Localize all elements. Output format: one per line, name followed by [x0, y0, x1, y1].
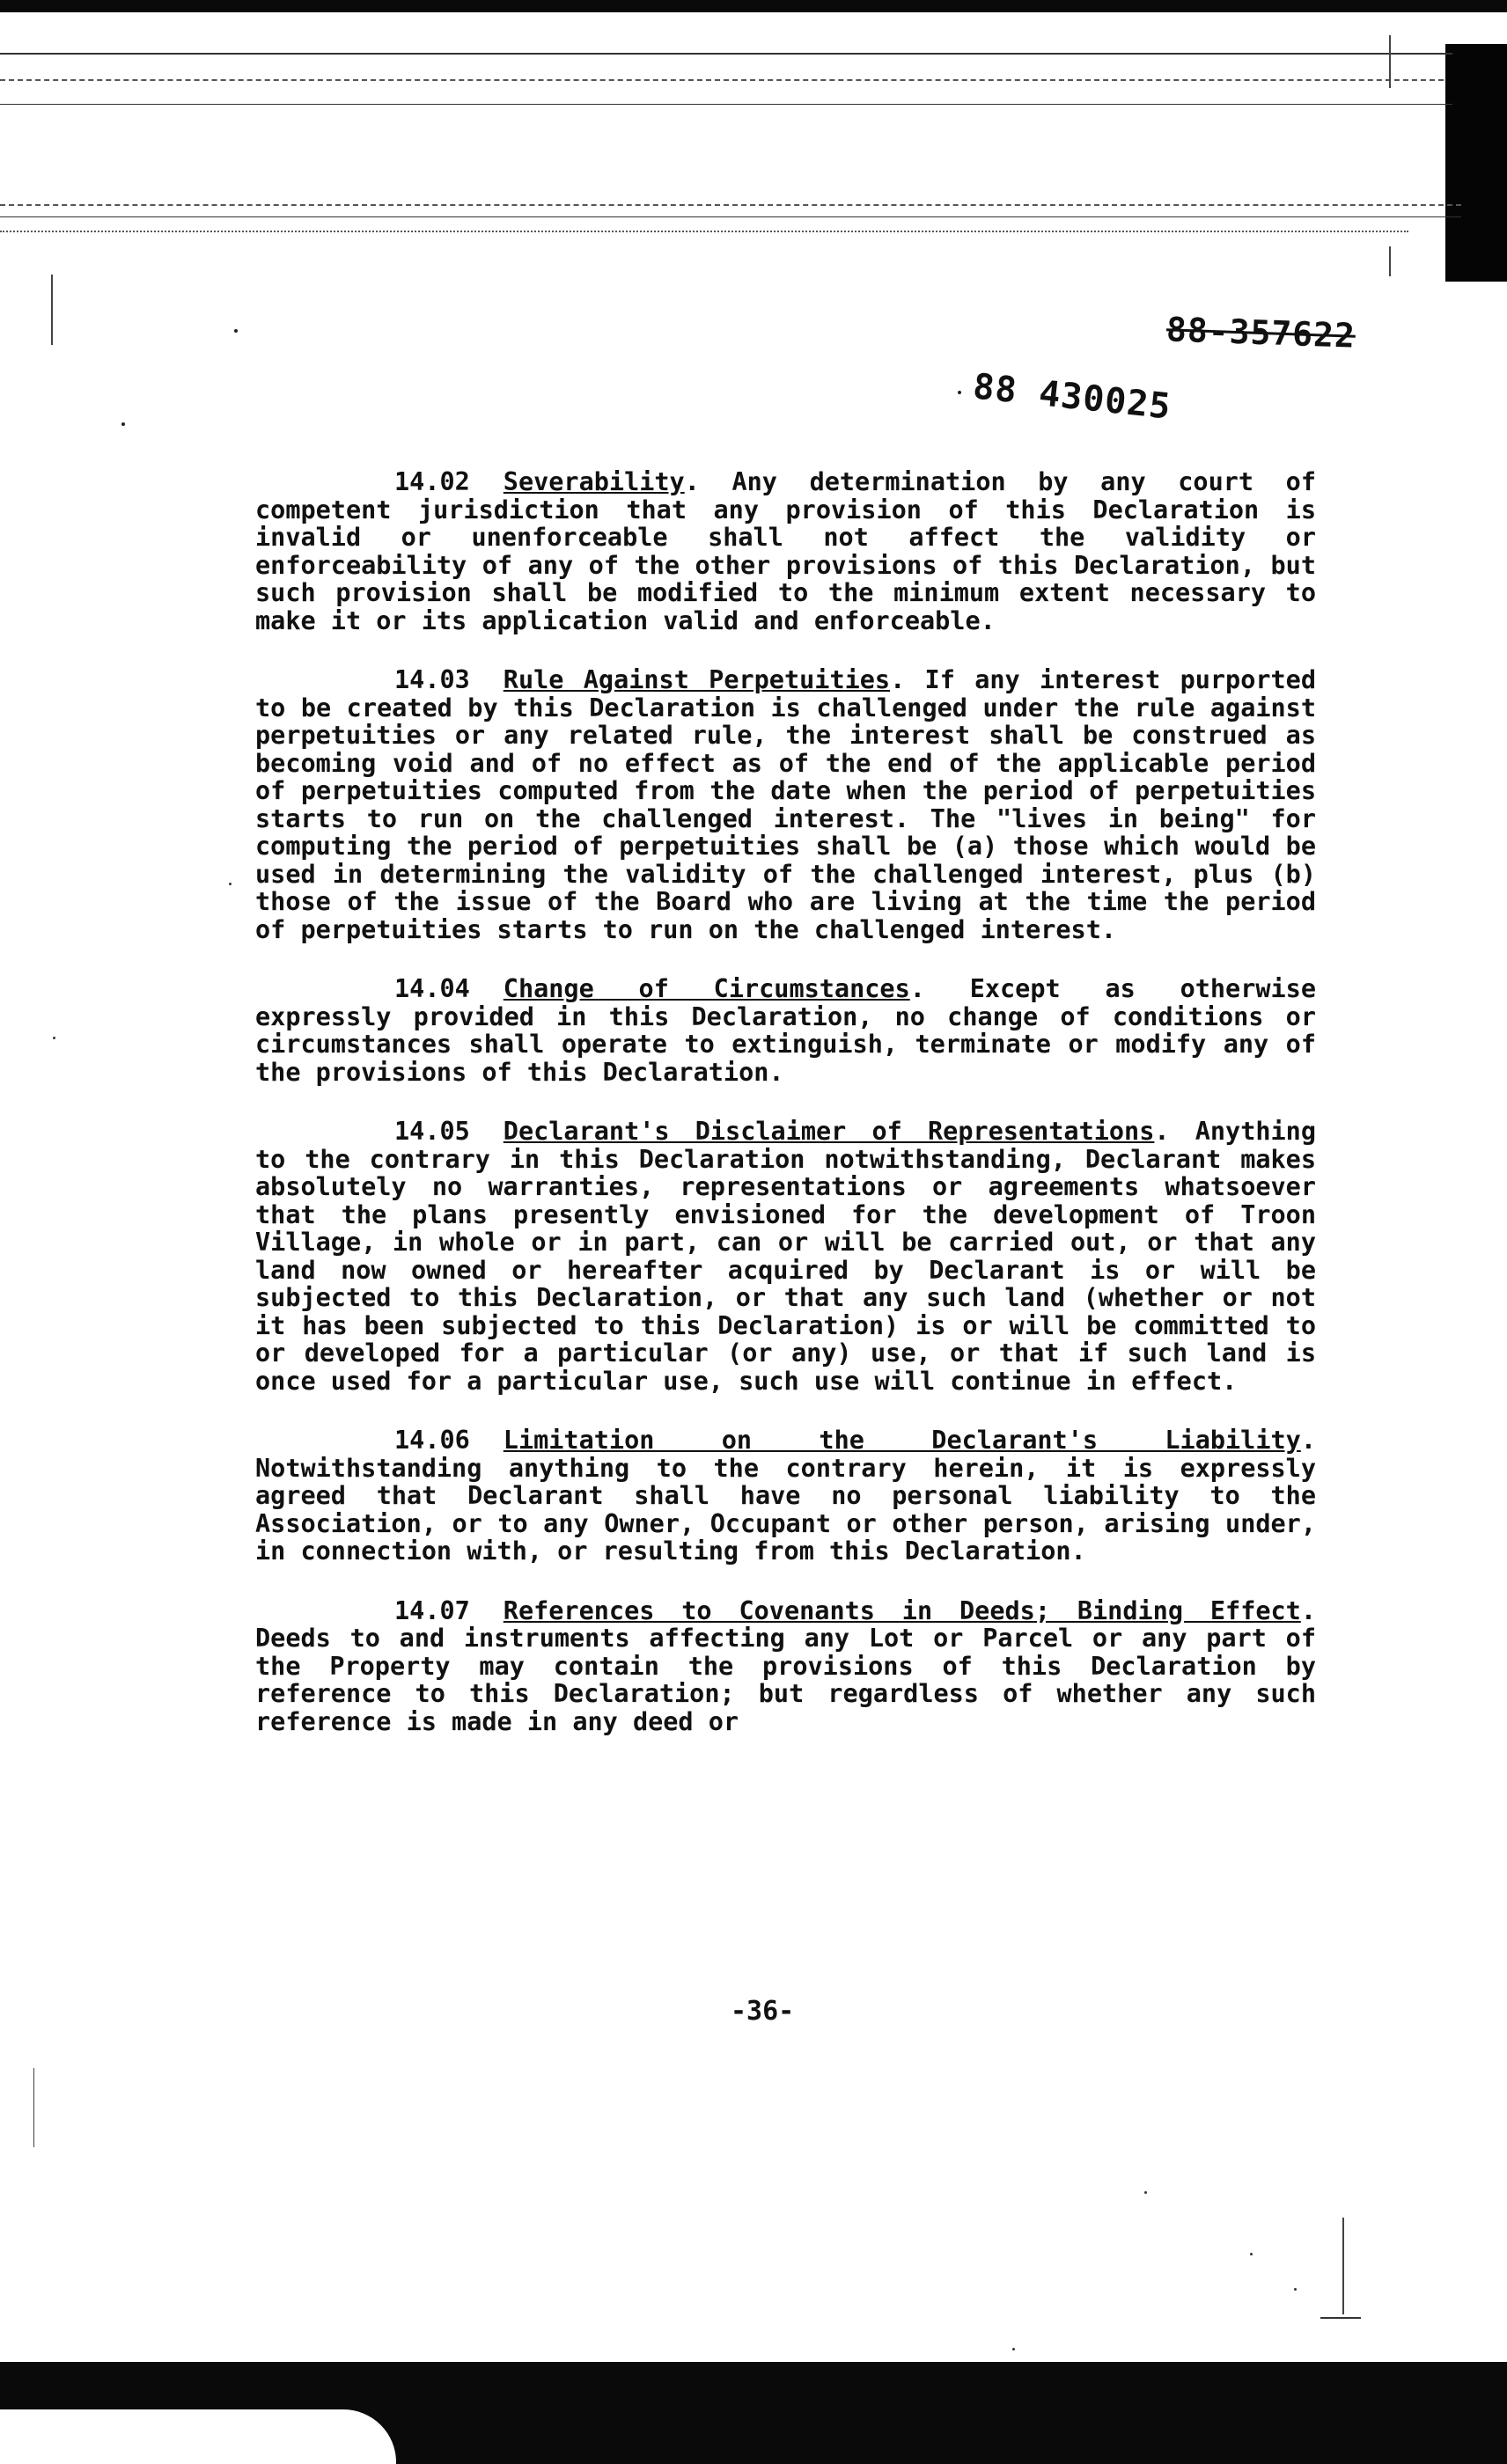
- scan-speck: [53, 1037, 55, 1039]
- scan-speck: [234, 329, 238, 333]
- section-number: 14.03: [394, 665, 470, 694]
- section-text: . Any determination by any court of competent jurisdiction that any provision of this Declaration is invalid or unenforceable shall not affect the validity or enforceability of any of the other provisions of this Declaration, but such provision shall be modified to the minimum extent necessary to make it or its application valid and enforceable.: [255, 467, 1316, 635]
- section-text: . If any interest purported to be created by this Declaration is challenged under the rule against perpetuities or any related rule, the interest shall be construed as becoming void and of no effect as of the end of the applicable period of perpetuities computed from the date when the period of perpetuities starts to run on the challenged interest. The "lives in being" for computing the period of perpetuities shall be (a) those which would be used in determining the validity of the challenged interest, plus (b) those of the issue of the Board who are living at the time the period of perpetuities starts to run on the challenged interest.: [255, 665, 1316, 944]
- scan-line: [1389, 35, 1391, 88]
- scan-border-top: [0, 0, 1507, 12]
- section-number: 14.05: [394, 1117, 470, 1146]
- section-14-02: [255, 468, 1316, 634]
- scan-line: [0, 104, 1452, 105]
- section-14-04: [255, 975, 1316, 1086]
- section-heading: Severability: [503, 467, 685, 496]
- section-number: 14.02: [394, 467, 470, 496]
- section-number: 14.06: [394, 1426, 470, 1455]
- section-14-03: [255, 666, 1316, 943]
- document-record-number: 88 430025: [971, 366, 1173, 428]
- scan-line: [0, 53, 1452, 55]
- scan-border-right: [1445, 44, 1507, 282]
- section-heading: Limitation on the Declarant's Liability: [503, 1426, 1301, 1455]
- section-14-07: [255, 1597, 1316, 1736]
- scan-speck: [121, 422, 125, 426]
- scan-speck: [1012, 2348, 1015, 2350]
- scan-line: [0, 216, 1461, 217]
- scan-speck: [1250, 2253, 1253, 2255]
- section-text: . Notwithstanding anything to the contrary herein, it is expressly agreed that Declarant shall have no personal liability to the Association, or to any Owner, Occupant or other person, arising under, in connection with, or resulting from this Declaration.: [255, 1426, 1316, 1566]
- scan-paper-corner: [0, 2409, 396, 2464]
- scan-speck: [958, 391, 961, 394]
- scan-line: [1342, 2218, 1344, 2314]
- section-14-06: [255, 1426, 1316, 1566]
- declaration-body: [255, 468, 1316, 1767]
- section-heading: References to Covenants in Deeds; Binding Effect: [503, 1595, 1301, 1625]
- scan-speck: [1144, 2191, 1147, 2194]
- scan-line: [0, 204, 1461, 208]
- section-text: . Except as otherwise expressly provided in this Declaration, no change of conditions or circumstances shall operate to extinguish, terminate or modify any of the provisions of this Declaration.: [255, 974, 1316, 1087]
- scan-line: [0, 79, 1444, 83]
- scan-line: [0, 231, 1408, 234]
- section-heading: Rule Against Perpetuities: [503, 665, 891, 694]
- scan-line: [33, 2068, 34, 2147]
- section-number: 14.07: [394, 1595, 470, 1625]
- scan-line: [1389, 246, 1391, 276]
- section-heading: Declarant's Disclaimer of Representations: [503, 1117, 1155, 1146]
- scan-speck: [229, 883, 232, 885]
- section-heading: Change of Circumstances: [503, 974, 910, 1003]
- scan-line: [51, 275, 53, 345]
- section-14-05: [255, 1118, 1316, 1395]
- section-text: . Deeds to and instruments affecting any Lot or Parcel or any part of the Property may contain the provisions of this Declaration by reference to this Declaration; but regardless of whether any such reference is made in any deed or: [255, 1595, 1316, 1736]
- page-number: -36-: [731, 1996, 795, 2027]
- scan-line: [1320, 2317, 1361, 2319]
- struck-document-number: 88-357622: [1165, 310, 1356, 356]
- section-text: . Anything to the contrary in this Declaration notwithstanding, Declarant makes absolutely no warranties, representations or agreements whatsoever that the plans presently envisioned for the development of Troon Village, in whole or in part, can or will be carried out, or that any land now owned or hereafter acquired by Declarant is or will be subjected to this Declaration, or that any such land (whether or not it has been subjected to this Declaration) is or will be committed to or developed for a particular (or any) use, or that if such land is once used for a particular use, such use will continue in effect.: [255, 1117, 1317, 1396]
- scan-speck: [1294, 2288, 1297, 2291]
- section-number: 14.04: [394, 974, 470, 1003]
